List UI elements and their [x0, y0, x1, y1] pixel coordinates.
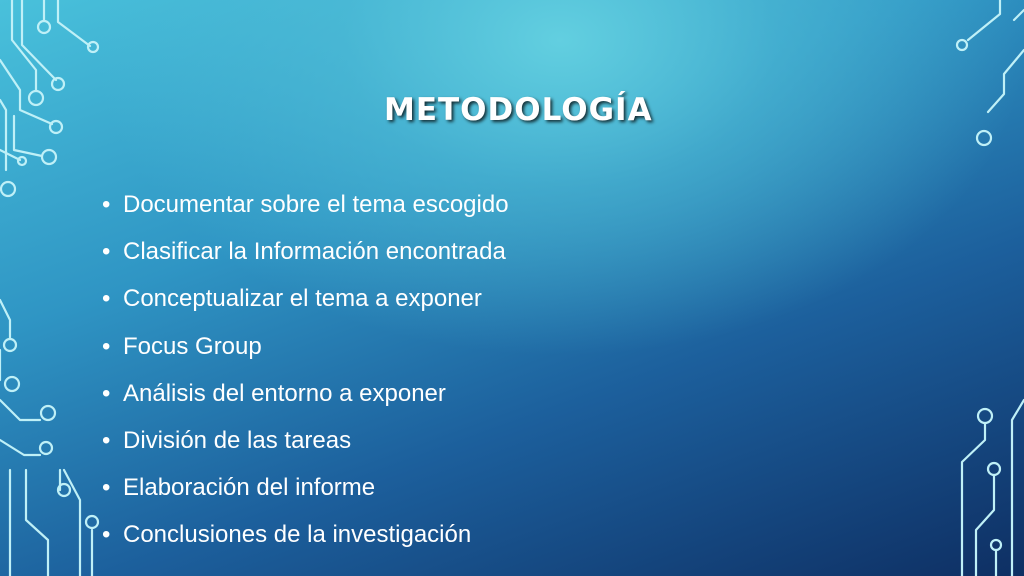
bullet-marker: • [102, 332, 111, 360]
bullet-item-elaboracion [102, 469, 509, 516]
circuit-top-right [957, 0, 1024, 145]
circuit-top-left [0, 0, 98, 196]
bullet-text: Conclusiones de la investigación [123, 521, 472, 549]
bullet-item-focus-group [102, 328, 509, 375]
bullet-marker: • [102, 521, 111, 549]
bullet-marker: • [102, 426, 111, 454]
circuit-bottom-right [962, 400, 1024, 576]
bullet-list [102, 186, 509, 564]
bullet-text: Focus Group [123, 332, 262, 360]
bullet-item-analisis [102, 375, 509, 422]
bullet-item-conclusiones [102, 516, 509, 563]
slide-title: METODOLOGÍA [384, 92, 653, 128]
bullet-text: Análisis del entorno a exponer [123, 379, 446, 407]
circuit-bottom-left [0, 300, 98, 576]
bullet-item-division [102, 422, 509, 469]
bullet-item-documentar [102, 186, 509, 233]
bullet-text: Documentar sobre el tema escogido [123, 191, 509, 218]
bullet-item-clasificar [102, 233, 509, 280]
bullet-marker: • [102, 238, 111, 266]
bullet-marker: • [102, 474, 111, 502]
bullet-text: Elaboración del informe [123, 474, 376, 502]
bullet-marker: • [102, 191, 111, 218]
bullet-text: Conceptualizar el tema a exponer [123, 285, 482, 313]
bullet-text: División de las tareas [123, 426, 352, 454]
bullet-marker: • [102, 285, 111, 313]
bullet-marker: • [102, 379, 111, 407]
bullet-text: Clasificar la Información encontrada [123, 238, 506, 266]
bullet-item-conceptualizar [102, 280, 509, 327]
